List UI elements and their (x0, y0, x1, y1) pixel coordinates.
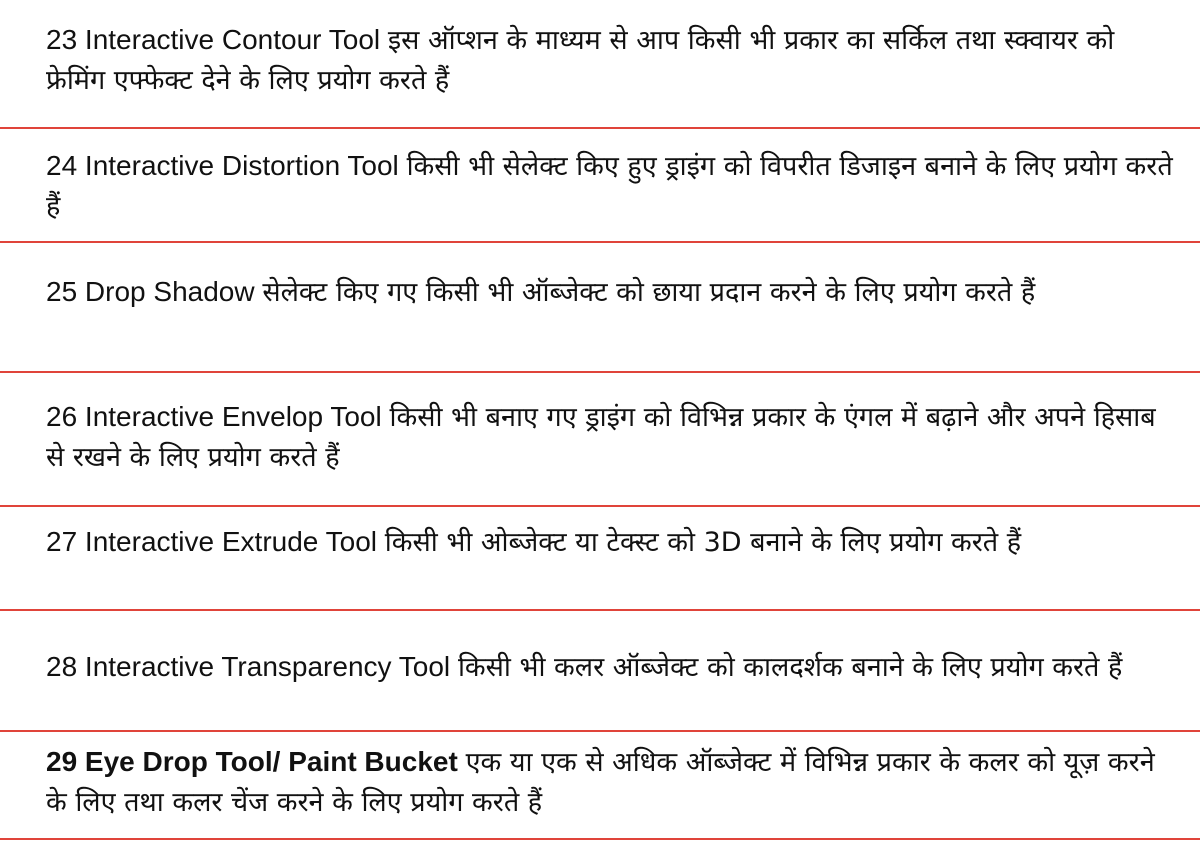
entry-description: सेलेक्ट किए गए किसी भी ऑब्जेक्ट को छाया प्रदान करने के लिए प्रयोग करते हैं (262, 277, 1036, 308)
entry-title: 28 Interactive Transparency Tool (46, 651, 451, 682)
list-item-25 (46, 272, 1181, 312)
list-item-28 (46, 647, 1181, 687)
entry-description: किसी भी ओब्जेक्ट या टेक्स्ट को 3D बनाने के लिए प्रयोग करते हैं (384, 527, 1022, 558)
list-item-26 (46, 397, 1181, 477)
entry-description: किसी भी सेलेक्ट किए हुए ड्राइंग को विपरीत डिजाइन बनाने के लिए प्रयोग करते हैं (46, 151, 1173, 222)
entry-title: 24 Interactive Distortion Tool (46, 150, 399, 181)
entry-description: किसी भी कलर ऑब्जेक्ट को कालदर्शक बनाने के लिए प्रयोग करते हैं (457, 652, 1123, 683)
list-item-27 (46, 522, 1181, 562)
list-item-24 (46, 146, 1181, 226)
entry-title: 26 Interactive Envelop Tool (46, 401, 382, 432)
divider-rule (0, 241, 1200, 243)
divider-rule (0, 505, 1200, 507)
list-item-23 (46, 20, 1181, 100)
divider-rule (0, 730, 1200, 732)
divider-rule (0, 127, 1200, 129)
divider-rule (0, 371, 1200, 373)
list-item-29 (46, 742, 1181, 822)
entry-title: 27 Interactive Extrude Tool (46, 526, 378, 557)
divider-rule (0, 609, 1200, 611)
entry-title: 25 Drop Shadow (46, 276, 255, 307)
entry-description: एक या एक से अधिक ऑब्जेक्ट में विभिन्न प्रकार के कलर को यूज़ करने के लिए तथा कलर चेंज करने के लिए प्रयोग करते हैं (46, 747, 1155, 818)
entry-description: किसी भी बनाए गए ड्राइंग को विभिन्न प्रकार के एंगल में बढ़ाने और अपने हिसाब से रखने के लिए प्रयोग करते हैं (46, 402, 1156, 473)
entry-title: 23 Interactive Contour Tool (46, 24, 381, 55)
entry-title: 29 Eye Drop Tool/ Paint Bucket (46, 746, 458, 777)
divider-rule (0, 838, 1200, 840)
entry-description: इस ऑप्शन के माध्यम से आप किसी भी प्रकार का सर्किल तथा स्क्वायर को फ्रेमिंग एफ्फेक्ट देने के लिए प्रयोग करते हैं (46, 25, 1115, 96)
